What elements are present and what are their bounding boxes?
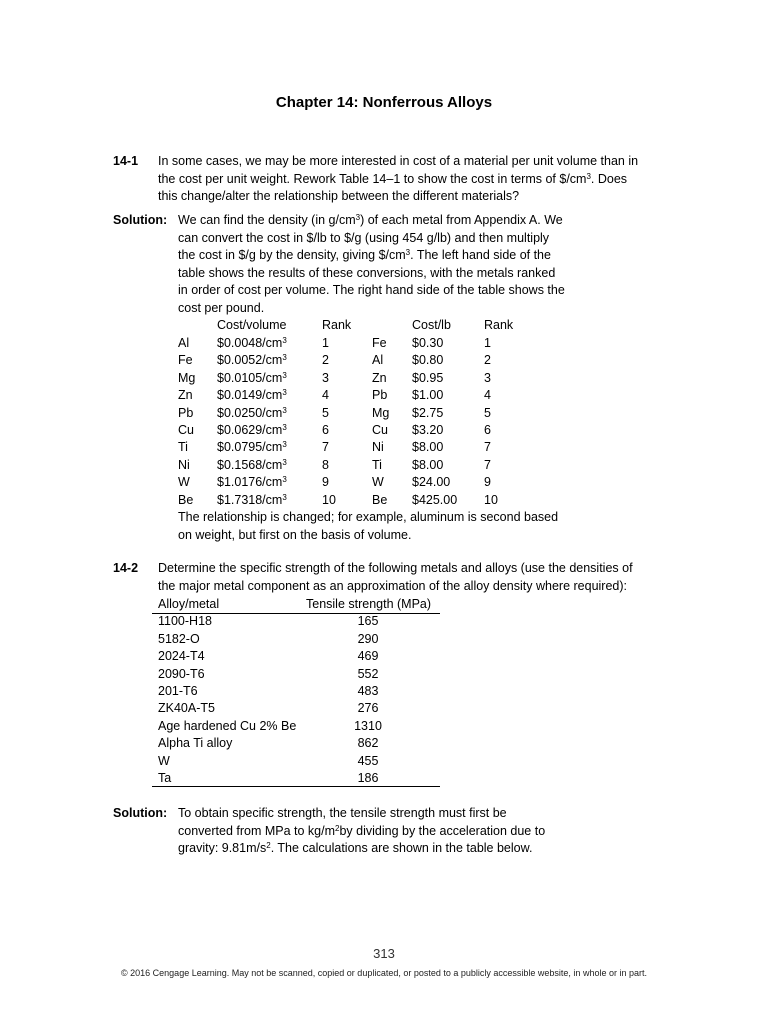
alloy-name: Alpha Ti alloy bbox=[158, 736, 233, 751]
table-cell: Mg bbox=[178, 370, 196, 385]
table-cell: 10 bbox=[322, 492, 336, 507]
table-cell: Ni bbox=[178, 457, 190, 472]
table-cell: Be bbox=[178, 492, 194, 507]
table-cell: Ti bbox=[178, 440, 188, 455]
table-row bbox=[158, 770, 438, 787]
table-row bbox=[158, 613, 438, 630]
table-cell: $\$0.0250/cm^3$ bbox=[217, 405, 287, 420]
table-rule bbox=[152, 786, 440, 787]
table-cell: $\$0.0052/cm^3$ bbox=[217, 353, 287, 368]
table-cell: 9 bbox=[484, 475, 491, 490]
solution-label: Solution: bbox=[113, 213, 168, 227]
tensile-value: 165 bbox=[357, 614, 379, 629]
table-cell: 6 bbox=[484, 423, 491, 437]
alloy-name: 1100-H18 bbox=[158, 614, 212, 629]
table-cell: 1 bbox=[322, 336, 329, 350]
table-header bbox=[158, 596, 438, 613]
alloy-name: Ta bbox=[158, 770, 172, 785]
problem-question bbox=[158, 153, 653, 206]
solution-text: To obtain specific strength, the tensile strength must first be converted from MPa to $kg/m^2by$ dividing by the acceleration due to gravity: $9.81m/s^2$. The calculations are shown in the table below. bbox=[178, 806, 546, 855]
header-tensile: Tensile strength (MPa) bbox=[306, 597, 432, 611]
table-cell: $425.00 bbox=[412, 492, 458, 507]
tensile-value: 290 bbox=[357, 631, 379, 646]
solution-label: Solution: bbox=[113, 806, 168, 820]
table-cell: Zn bbox=[372, 370, 387, 385]
table-cell: $\$1.0176/cm^3$ bbox=[217, 475, 287, 490]
table-cell: $\$0.0105/cm^3$ bbox=[217, 370, 287, 385]
header-rank: Rank bbox=[484, 318, 514, 332]
problem-question: Determine the specific strength of the following metals and alloys (use the densities of the major metal component as an approximation of the alloy density where required): bbox=[158, 561, 633, 593]
alloy-name: ZK40A-T5 bbox=[158, 701, 215, 716]
table-cell: 3 bbox=[484, 370, 491, 385]
question-line: the cost per unit weight. Rework Table 14–1 to show the cost in terms of $\$/cm^3$. Does bbox=[158, 171, 628, 186]
page-number: 313 bbox=[373, 946, 395, 961]
header-cost-volume: Cost/volume bbox=[217, 318, 287, 332]
table-rule bbox=[152, 613, 440, 614]
table-cell: Fe bbox=[178, 353, 193, 368]
table-cell: Fe bbox=[372, 336, 387, 350]
conclusion-text: The relationship is changed; for example, aluminum is second based on weight, but first on the basis of volume. bbox=[178, 510, 559, 542]
problem-number: 14-1 bbox=[113, 154, 139, 168]
table-row bbox=[158, 648, 438, 665]
table-cell: $\$0.0149/cm^3$ bbox=[217, 388, 287, 403]
tensile-value: 469 bbox=[357, 649, 379, 664]
table-cell: W bbox=[372, 475, 384, 490]
table-cell: Cu bbox=[372, 423, 388, 437]
strength-table bbox=[158, 596, 438, 787]
table-cell: 5 bbox=[322, 405, 329, 420]
table-cell: $8.00 bbox=[412, 440, 444, 455]
table-cell: $\$0.0048/cm^3$ bbox=[217, 336, 287, 350]
table-cell: 7 bbox=[484, 457, 491, 472]
alloy-name: 2024-T4 bbox=[158, 649, 205, 664]
tensile-value: 186 bbox=[357, 770, 379, 785]
table-row bbox=[158, 631, 438, 648]
alloy-name: 2090-T6 bbox=[158, 666, 205, 681]
table-cell: Ni bbox=[372, 440, 384, 455]
table-cell: Zn bbox=[178, 388, 193, 403]
table-cell: 7 bbox=[322, 440, 329, 455]
copyright-footer: © 2016 Cengage Learning. May not be scanned, copied or duplicated, or posted to a publicly accessible website, in whole or in part. bbox=[121, 968, 647, 978]
table-cell: 5 bbox=[484, 405, 491, 420]
table-cell: 6 bbox=[322, 423, 329, 437]
table-cell: $\$0.0795/cm^3$ bbox=[217, 440, 287, 455]
table-row bbox=[158, 753, 438, 770]
table-cell: 4 bbox=[484, 388, 491, 403]
table-cell: $0.30 bbox=[412, 336, 444, 350]
table-cell: 1 bbox=[484, 336, 491, 350]
table-cell: Pb bbox=[178, 405, 194, 420]
table-cell: $\$0.0629/cm^3$ bbox=[217, 423, 287, 437]
table-cell: Cu bbox=[178, 423, 194, 437]
alloy-name: 201-T6 bbox=[158, 683, 198, 698]
table-cell: 8 bbox=[322, 457, 329, 472]
table-cell: Al bbox=[372, 353, 384, 368]
table-cell: 2 bbox=[484, 353, 491, 368]
alloy-name: 5182-O bbox=[158, 631, 200, 646]
table-cell: 9 bbox=[322, 475, 329, 490]
table-cell: Pb bbox=[372, 388, 388, 403]
table-row bbox=[158, 718, 438, 735]
alloy-name: Age hardened Cu 2% Be bbox=[158, 718, 297, 733]
table-cell: $2.75 bbox=[412, 405, 444, 420]
table-cell: $\$0.1568/cm^3$ bbox=[217, 457, 287, 472]
header-alloy: Alloy/metal bbox=[158, 597, 220, 611]
table-cell: $0.80 bbox=[412, 353, 444, 368]
table-cell: Ti bbox=[372, 457, 382, 472]
tensile-value: 455 bbox=[357, 753, 379, 768]
table-row bbox=[158, 666, 438, 683]
table-row bbox=[158, 735, 438, 752]
question-line: this change/alter the relationship between the different materials? bbox=[158, 189, 520, 203]
table-cell: $3.20 bbox=[412, 423, 444, 437]
tensile-value: 1310 bbox=[354, 718, 382, 733]
table-cell: 2 bbox=[322, 353, 329, 368]
tensile-value: 276 bbox=[357, 701, 379, 716]
table-cell: 3 bbox=[322, 370, 329, 385]
table-cell: $24.00 bbox=[412, 475, 451, 490]
table-cell: $1.00 bbox=[412, 388, 444, 403]
tensile-value: 483 bbox=[357, 683, 379, 698]
table-cell: Be bbox=[372, 492, 388, 507]
solution-text: We can find the density (in $g/cm^3$) of each metal from Appendix A. We can convert the cost in $/lb to $/g (using 454 g/lb) and then multiply the cost in $/g by the density, giving $\$/cm^3$. The left hand side of the table shows the results of these conversions, with the metals ranked in order of cost per volume. The right hand side of the table shows the cost per pound. bbox=[178, 213, 565, 315]
table-cell: $8.00 bbox=[412, 457, 444, 472]
tensile-value: 862 bbox=[357, 736, 379, 751]
header-cost-lb: Cost/lb bbox=[412, 318, 451, 332]
table-cell: $\$1.7318/cm^3$ bbox=[217, 492, 287, 507]
table-cell: Al bbox=[178, 336, 190, 350]
table-cell: 10 bbox=[484, 492, 498, 507]
table-cell: $0.95 bbox=[412, 370, 444, 385]
problem-number: 14-2 bbox=[113, 561, 139, 575]
page-title: Chapter 14: Nonferrous Alloys bbox=[275, 94, 493, 111]
question-line: In some cases, we may be more interested in cost of a material per unit volume than in bbox=[158, 154, 639, 168]
table-cell: 4 bbox=[322, 388, 329, 403]
table-row bbox=[158, 700, 438, 717]
table-cell: W bbox=[178, 475, 190, 490]
header-rank: Rank bbox=[322, 318, 352, 332]
table-row bbox=[158, 683, 438, 700]
tensile-value: 552 bbox=[357, 666, 379, 681]
table-cell: Mg bbox=[372, 405, 390, 420]
alloy-name: W bbox=[158, 753, 170, 768]
table-cell: 7 bbox=[484, 440, 491, 455]
